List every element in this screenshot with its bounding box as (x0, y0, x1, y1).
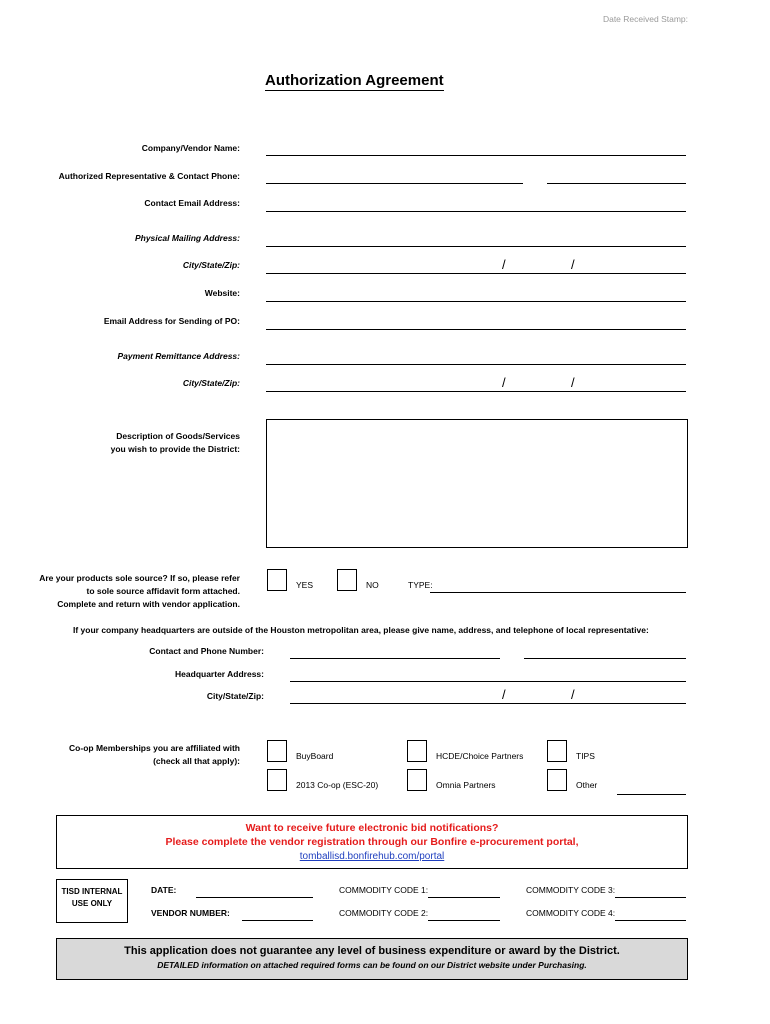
hq-phone-field[interactable] (524, 658, 686, 659)
hq-city-slash-a: / (502, 687, 506, 702)
coop-label-line1: Co-op Memberships you are affiliated with (69, 743, 240, 753)
cc1-field[interactable] (428, 897, 500, 898)
tisd-internal-box (56, 879, 128, 923)
city1-field[interactable] (266, 273, 686, 274)
coop-buyboard-label: BuyBoard (296, 751, 334, 761)
rep-label: Authorized Representative & Contact Phone: (58, 171, 240, 181)
tisd-line2: USE ONLY (71, 899, 113, 908)
coop-other-label: Other (576, 780, 598, 790)
city2-field[interactable] (266, 391, 686, 392)
date-received-stamp: Date Received Stamp: (602, 14, 688, 24)
email-label: Contact Email Address: (144, 198, 240, 208)
description-label (111, 430, 240, 456)
remit-label: Payment Remittance Address: (117, 351, 240, 361)
remit-field[interactable] (266, 364, 686, 365)
bonfire-portal-link[interactable]: tomballisd.bonfirehub.com/portal (299, 851, 445, 862)
cc4-field[interactable] (615, 920, 686, 921)
hq-address-field[interactable] (290, 681, 686, 682)
coop-2013-label: 2013 Co-op (ESC-20) (296, 780, 379, 790)
coop-other-field[interactable] (617, 794, 686, 795)
bonfire-notice (56, 815, 688, 869)
hq-contact-field[interactable] (290, 658, 500, 659)
hq-city-label: City/State/Zip: (206, 691, 264, 701)
city2-slash-b: / (571, 375, 575, 390)
cc4-label: COMMODITY CODE 4: (526, 908, 616, 918)
description-label-line2: you wish to provide the District: (110, 444, 240, 454)
coop-label-line2: (check all that apply): (153, 756, 240, 766)
sole-yes-checkbox[interactable] (267, 569, 287, 591)
sole-source-line2: to sole source affidavit form attached. (86, 586, 240, 596)
email-field[interactable] (266, 211, 686, 212)
sole-source-line3: Complete and return with vendor application. (57, 599, 240, 609)
rep-name-field[interactable] (266, 183, 523, 184)
hq-city-slash-b: / (571, 687, 575, 702)
internal-vendor-field[interactable] (242, 920, 313, 921)
cc3-field[interactable] (615, 897, 686, 898)
coop-tips-label: TIPS (576, 751, 595, 761)
sole-no-checkbox[interactable] (337, 569, 357, 591)
company-field[interactable] (266, 155, 686, 156)
company-label: Company/Vendor Name: (141, 143, 240, 153)
internal-date-field[interactable] (196, 897, 313, 898)
website-label: Website: (204, 288, 240, 298)
po-email-field[interactable] (266, 329, 686, 330)
footer-line1: This application does not guarantee any level of business expenditure or award by the District. (124, 945, 620, 957)
notice-line2: Please complete the vendor registration through our Bonfire e-procurement portal, (165, 836, 579, 848)
footer-disclaimer (56, 938, 688, 980)
cc2-field[interactable] (428, 920, 500, 921)
description-label-line1: Description of Goods/Services (116, 431, 240, 441)
city2-slash-a: / (502, 375, 506, 390)
coop-2013-checkbox[interactable] (267, 769, 287, 791)
coop-label (69, 742, 240, 768)
po-email-label: Email Address for Sending of PO: (103, 316, 240, 326)
coop-tips-checkbox[interactable] (547, 740, 567, 762)
internal-vendor-label: VENDOR NUMBER: (151, 908, 230, 918)
rep-phone-field[interactable] (547, 183, 686, 184)
cc3-label: COMMODITY CODE 3: (526, 885, 616, 895)
sole-source-line1: Are your products sole source? If so, please refer (39, 573, 240, 583)
city1-label: City/State/Zip: (182, 260, 240, 270)
cc1-label: COMMODITY CODE 1: (339, 885, 429, 895)
coop-omnia-label: Omnia Partners (436, 780, 496, 790)
mailing-label: Physical Mailing Address: (134, 233, 240, 243)
sole-no-label: NO (366, 580, 379, 590)
sole-type-label: TYPE: (408, 580, 433, 590)
coop-hcde-checkbox[interactable] (407, 740, 427, 762)
city1-slash-b: / (571, 257, 575, 272)
footer-line2: DETAILED information on attached required forms can be found on our District website under Purchasing. (157, 960, 587, 970)
city1-slash-a: / (502, 257, 506, 272)
sole-yes-label: YES (296, 580, 314, 590)
coop-other-checkbox[interactable] (547, 769, 567, 791)
coop-hcde-label: HCDE/Choice Partners (436, 751, 524, 761)
city2-label: City/State/Zip: (182, 378, 240, 388)
hq-contact-label: Contact and Phone Number: (149, 646, 264, 656)
description-textarea[interactable] (266, 419, 688, 548)
website-field[interactable] (266, 301, 686, 302)
cc2-label: COMMODITY CODE 2: (339, 908, 429, 918)
hq-city-field[interactable] (290, 703, 686, 704)
sole-type-field[interactable] (430, 592, 686, 593)
tisd-line1: TISD INTERNAL (61, 887, 123, 896)
internal-date-label: DATE: (151, 885, 177, 895)
notice-line1: Want to receive future electronic bid notifications? (245, 822, 499, 834)
hq-intro: If your company headquarters are outside of the Houston metropolitan area, please give name, address, and telephone of local representative: (73, 625, 649, 635)
coop-omnia-checkbox[interactable] (407, 769, 427, 791)
mailing-field[interactable] (266, 246, 686, 247)
sole-source-question (39, 572, 240, 611)
coop-buyboard-checkbox[interactable] (267, 740, 287, 762)
hq-address-label: Headquarter Address: (175, 669, 264, 679)
page-title: Authorization Agreement (265, 72, 444, 89)
